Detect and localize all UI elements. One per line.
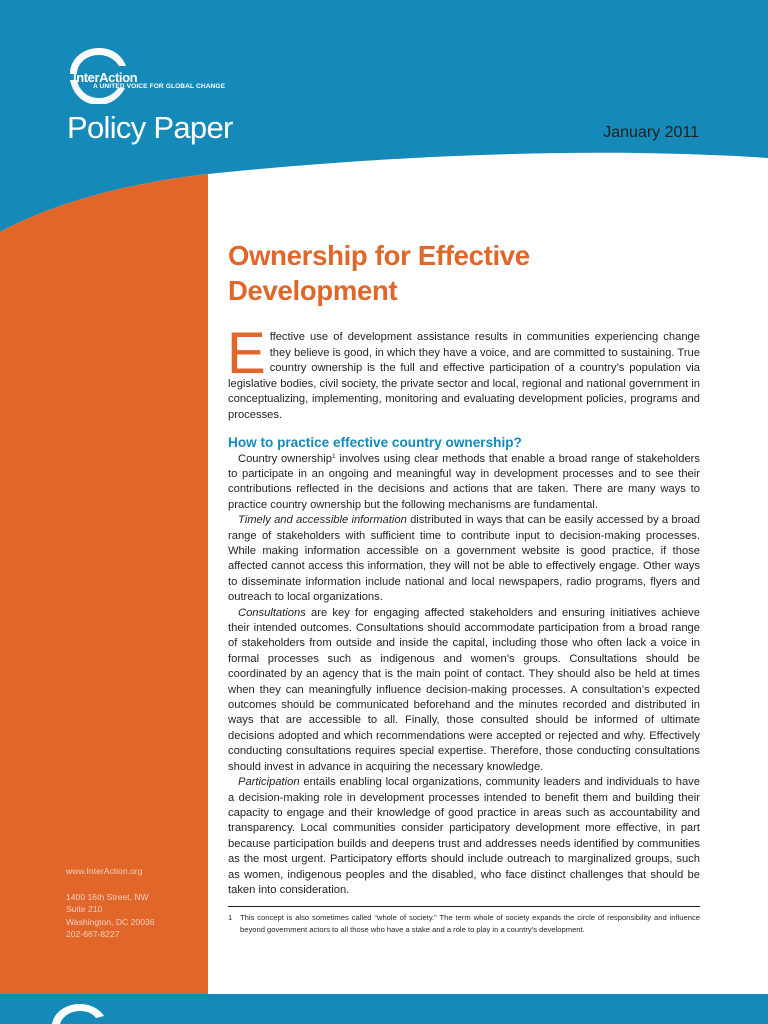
website-link[interactable]: www.InterAction.org bbox=[66, 866, 143, 876]
title-line: Development bbox=[228, 275, 398, 306]
paragraph-country-ownership bbox=[228, 452, 700, 514]
emphasis-term: Participation bbox=[238, 776, 300, 789]
section-heading: How to practice effective country ownership? bbox=[228, 434, 522, 450]
title-line: Ownership for Effective bbox=[228, 240, 530, 271]
address-line: 1400 16th Street, NW bbox=[66, 891, 149, 902]
paragraph-text: distributed in ways that can be easily accessed by a broad range of stakeholders with sufficient time to contribute input to decision-making processes. While making information accessible on a government website is good practice, if those affected cannot access this information, they will not be able to effectively engage. Other ways to disseminate information include national and local newspapers, radio programs, flyers and outreach to local organizations. bbox=[228, 514, 700, 604]
interaction-logo bbox=[64, 44, 304, 104]
paragraph-participation bbox=[228, 775, 700, 898]
issue-date: January 2011 bbox=[603, 124, 699, 141]
document-title bbox=[228, 238, 700, 308]
footer-band bbox=[0, 994, 768, 1024]
logo-tagline: A UNITED VOICE FOR GLOBAL CHANGE bbox=[93, 83, 226, 90]
drop-cap: E bbox=[227, 321, 266, 386]
footnote bbox=[228, 912, 700, 934]
emphasis-term: Timely and accessible information bbox=[238, 514, 407, 527]
intro-paragraph bbox=[227, 321, 700, 424]
paragraph-text: entails enabling local organizations, community leaders and individuals to have a decision-making role in development processes intended to benefit them and building their capacity to engage and their knowledge of good practice in areas such as accountability and transparency. Local communities consider participatory development more effective, in part because participation builds and deepens trust and addresses needs identified by communities as the most urgent. Participatory efforts should include outreach to marginalized groups, such as women, indigenous peoples and the disabled, who face distinct challenges that should be taken into consideration. bbox=[228, 776, 700, 896]
paragraph-text: involves using clear methods that enable a broad range of stakeholders to participate in an ongoing and meaningful way in development processes and to see their contributions reflected in the decisions and actions that are taken. There are many ways to practice country ownership but the following mechanisms are fundamental. bbox=[228, 452, 700, 511]
phone-number: 202-667-8227 bbox=[66, 929, 120, 940]
paragraph-text: Country ownership bbox=[238, 452, 332, 465]
series-label: Policy Paper bbox=[67, 110, 233, 145]
logo-name: InterAction bbox=[73, 70, 138, 85]
address-line: Suite 210 bbox=[66, 904, 103, 915]
footnote-number: 1 bbox=[228, 913, 233, 923]
intro-text: ffective use of development assistance results in communities experiencing change they believe is good, in which they have a voice, and are committed to sustaining. True country ownership is the full and effective participation of a country’s population via legislative bodies, civil society, the private sector and local, regional and national government in conceptualizing, implementing, monitoring and evaluating development policies, programs and processes. bbox=[228, 331, 700, 421]
paragraph-information bbox=[228, 513, 700, 605]
footnote-text: This concept is also sometimes called “whole of society.” The term whole of society expands the circle of responsibility and influence beyond government actors to all those who have a stake and a role to play in a country’s development. bbox=[240, 913, 700, 934]
paragraph-text: are key for engaging affected stakeholders and ensuring initiatives achieve their intended outcomes. Consultations should accommodate participation from a broad range of stakeholders from outside and inside the capital, including those who often lack a voice in formal processes such as indigenous and women’s groups. Consultations should be coordinated by an agency that is the main point of contact. They should also be held at times when they can meaningfully influence decision-making processes. A consultation’s expected outcomes should be communicated beforehand and the minutes recorded and distributed in ways that are accessible to all. Finally, those consulted should be informed of ultimate decisions adopted and which recommendations were accepted or rejected and why. Effectively conducting consultations requires special expertise. Therefore, those conducting consultations should invest in advance in acquiring the necessary knowledge. bbox=[228, 606, 700, 773]
address-line: Washington, DC 20036 bbox=[66, 916, 155, 927]
paragraph-consultations bbox=[228, 606, 700, 775]
article bbox=[228, 238, 700, 935]
footnote-divider bbox=[228, 906, 700, 907]
footnote-ref[interactable]: 1 bbox=[331, 452, 336, 460]
emphasis-term: Consultations bbox=[238, 606, 306, 619]
contact-block bbox=[66, 865, 196, 941]
